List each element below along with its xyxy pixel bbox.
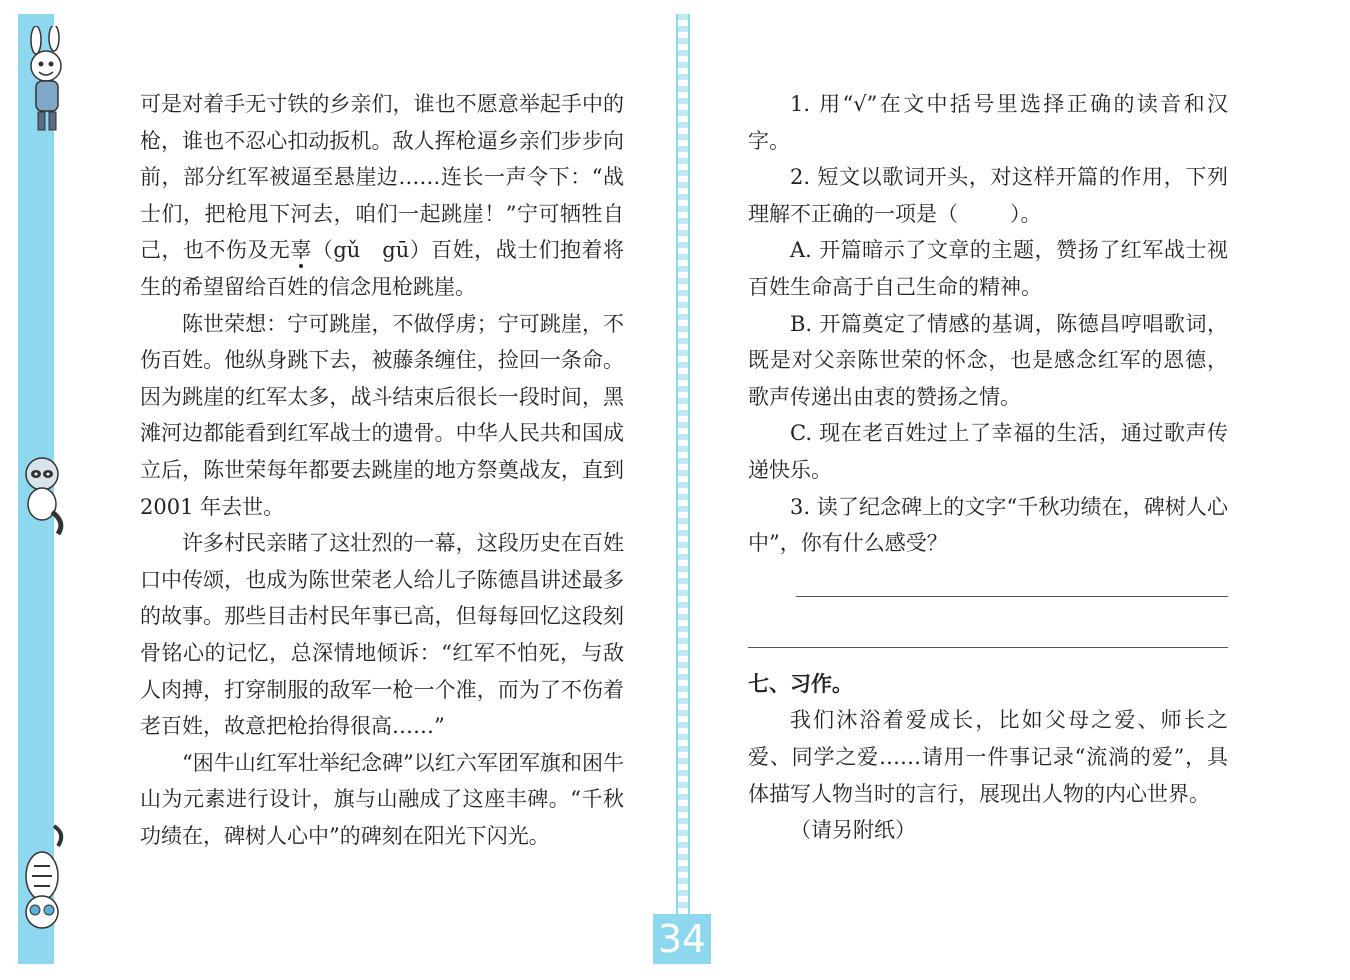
tiger-mascot-icon xyxy=(14,820,72,940)
writing-prompt: 我们沐浴着爱成长，比如父母之爱、师长之爱、同学之爱……请用一件事记录“流淌的爱”，具体描写人物当时的言行，展现出人物的内心世界。 xyxy=(748,708,1228,806)
rabbit-mascot-icon xyxy=(16,26,76,136)
right-page xyxy=(748,86,1228,849)
paragraph-1: 可是对着手无寸铁的乡亲们，谁也不愿意举起手中的枪，谁也不忍心扣动扳机。敌人挥枪逼乡亲们步步向前，部分红军被逼至悬崖边……连长一声令下：“战士们，把枪甩下河去，咱们一起跳崖！”宁可牺牲自己，也不伤及无辜（gǔ gū）百姓，战士们抱着将生的希望留给百姓的信念甩枪跳崖。 xyxy=(140,92,625,299)
paragraph-4: “困牛山红军壮举纪念碑”以红六军团军旗和困牛山为元素进行设计，旗与山融成了这座丰碑。“千秋功绩在，碑树人心中”的碑刻在阳光下闪光。 xyxy=(140,750,624,848)
option-a: A. 开篇暗示了文章的主题，赞扬了红军战士视百姓生命高于自己生命的精神。 xyxy=(748,238,1228,299)
left-page xyxy=(140,86,624,854)
question-3: 3. 读了纪念碑上的文字“千秋功绩在，碑树人心中”，你有什么感受？ xyxy=(748,494,1228,556)
section-title: 七、习作。 xyxy=(748,670,853,696)
page-fold xyxy=(676,14,690,964)
attach-note: （请另附纸） xyxy=(790,818,916,843)
paragraph-2: 陈世荣想：宁可跳崖，不做俘虏；宁可跳崖，不伤百姓。他纵身跳下去，被藤条缠住，捡回一条命。因为跳崖的红军太多，战斗结束后很长一段时间，黑滩河边都能看到红军战士的遗骨。中华人民共和国成立后，陈世荣每年都要去跳崖的地方祭奠战友，直到 2001 年去世。 xyxy=(140,311,624,519)
paragraph-3: 许多村民亲睹了这壮烈的一幕，这段历史在百姓口中传颂，也成为陈世荣老人给儿子陈德昌讲述最多的故事。那些目击村民年事已高，但每每回忆这段刻骨铭心的记忆，总深情地倾诉：“红军不怕死，与敌人肉搏，打穿制服的敌军一枪一个准，而为了不伤着老百姓，故意把枪抬得很高……” xyxy=(140,531,624,739)
page-number: 34 xyxy=(653,914,711,964)
answer-line[interactable] xyxy=(748,647,1228,648)
option-c: C. 现在老百姓过上了幸福的生活，通过歌声传递快乐。 xyxy=(748,421,1228,482)
question-1: 1. 用“√”在文中括号里选择正确的读音和汉字。 xyxy=(748,92,1228,153)
raccoon-mascot-icon xyxy=(14,452,70,538)
question-2: 2. 短文以歌词开头，对这样开篇的作用，下列理解不正确的一项是（ ）。 xyxy=(748,165,1228,226)
answer-line[interactable] xyxy=(796,596,1228,597)
option-b: B. 开篇奠定了情感的基调，陈德昌哼唱歌词，既是对父亲陈世荣的怀念，也是感念红军的恩德，歌声传递出由衷的赞扬之情。 xyxy=(748,311,1228,409)
dotted-character: 辜 xyxy=(290,238,312,263)
